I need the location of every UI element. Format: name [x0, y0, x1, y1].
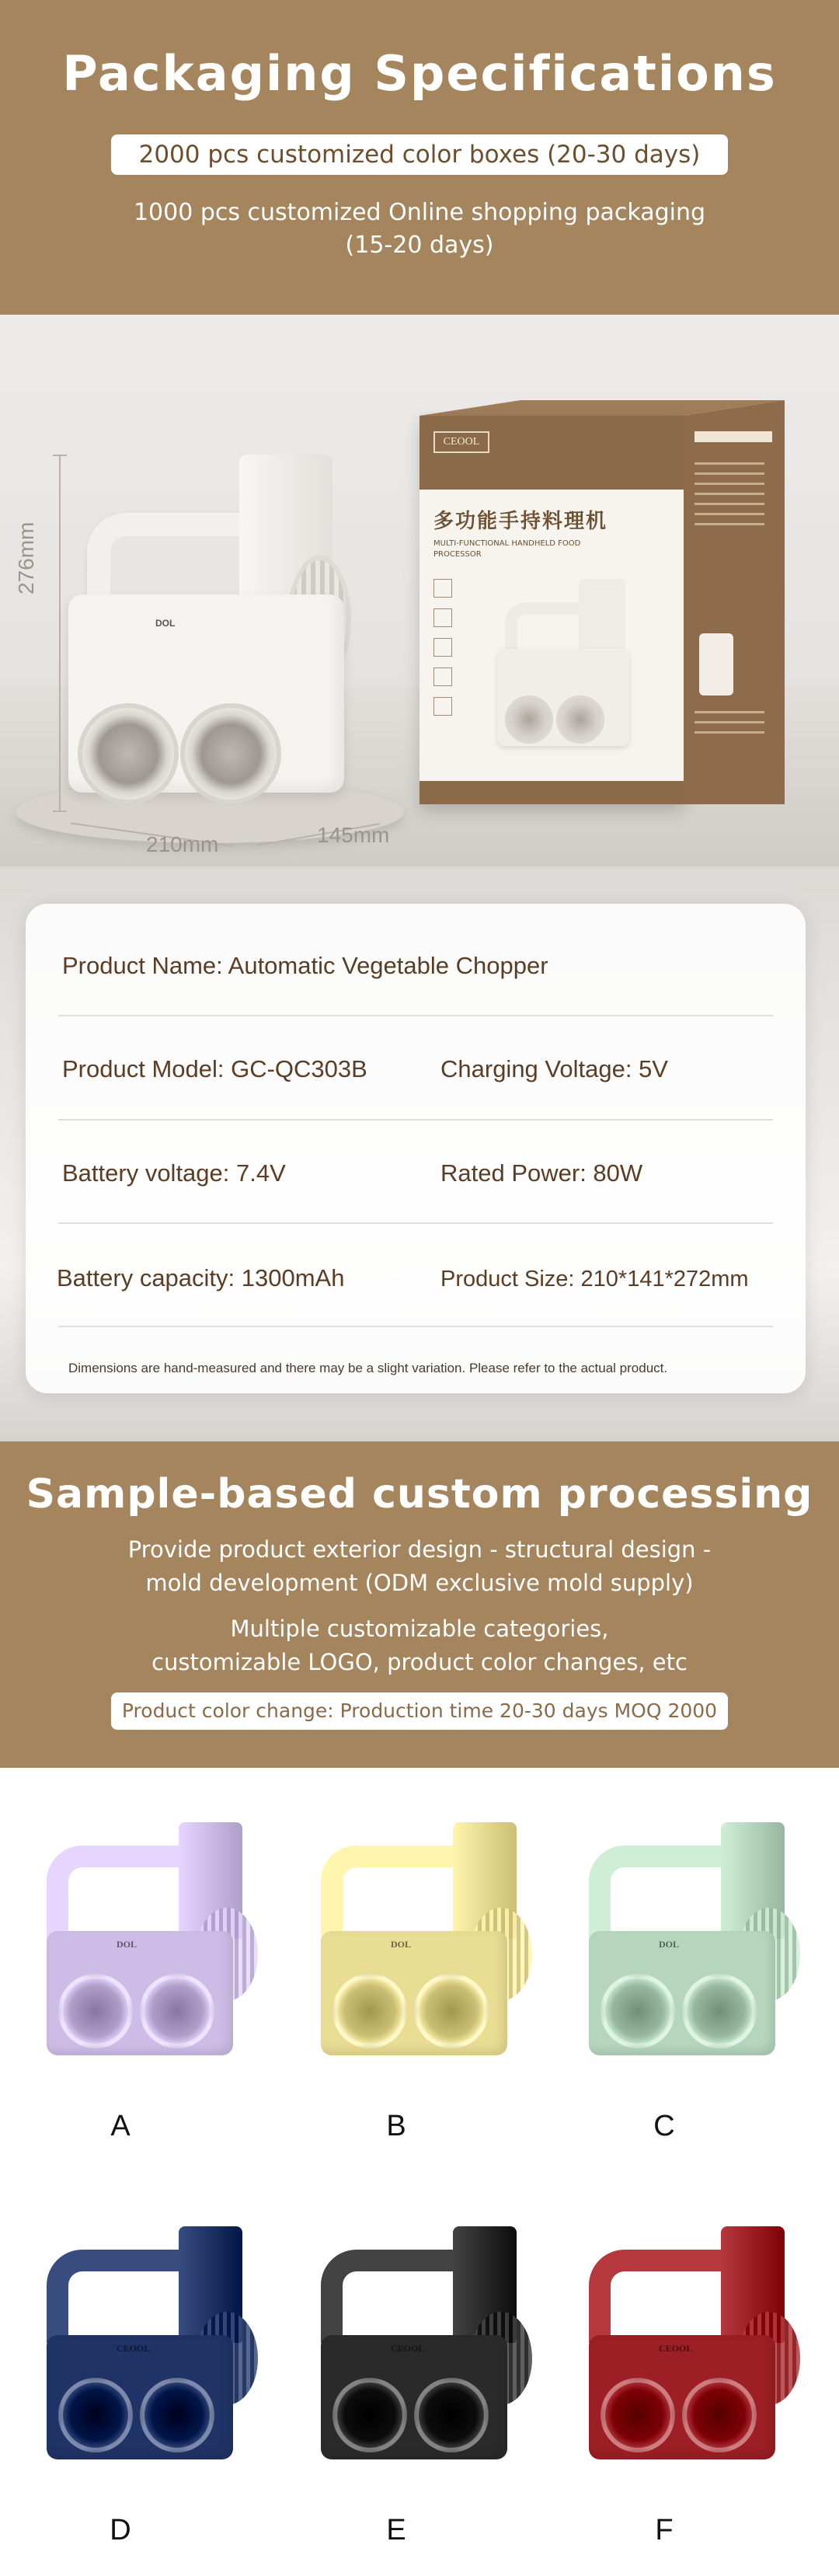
box-side-text-lower — [695, 711, 764, 741]
machine-brand-mark: DOL — [155, 618, 176, 629]
spec-divider-1 — [58, 1015, 773, 1016]
box-side — [684, 400, 785, 804]
variant-e-product — [305, 2219, 538, 2467]
width-dimension-label: 210mm — [146, 832, 219, 856]
spec-charging-voltage: Charging Voltage: 5V — [440, 1055, 668, 1082]
spec-product-name: Product Name: Automatic Vegetable Chopper — [62, 952, 548, 979]
packaging-option-online — [0, 197, 839, 262]
box-side-text — [695, 462, 764, 533]
custom-title: Sample-based custom processing — [26, 1471, 813, 1518]
spec-battery-voltage: Battery voltage: 7.4V — [62, 1159, 286, 1187]
variant-d-product — [31, 2219, 264, 2467]
variant-brand-mark: DOL — [659, 1939, 680, 1950]
box-title-cn: 多功能手持料理机 — [433, 510, 608, 533]
machine-port-left — [78, 703, 179, 804]
custom-line-2: mold development (ODM exclusive mold supply) — [145, 1570, 694, 1596]
variant-f-product — [573, 2219, 806, 2467]
variant-b-product — [305, 1814, 538, 2063]
color-variants — [0, 1768, 839, 2576]
height-dimension-line — [59, 455, 61, 812]
variant-label: D — [110, 2514, 131, 2546]
box-front — [420, 416, 684, 804]
variant-brand-mark: CEOOL — [391, 2343, 425, 2354]
spec-battery-capacity: Battery capacity: 1300mAh — [57, 1264, 345, 1291]
box-title-en: MULTI-FUNCTIONAL HANDHELD FOOD PROCESSOR — [433, 539, 581, 559]
packaging-option-color-box: 2000 pcs customized color boxes (20-30 days) — [111, 134, 728, 175]
custom-line-4: customizable LOGO, product color changes, etc — [151, 1649, 688, 1675]
variant-label: F — [655, 2514, 674, 2546]
custom-line-1: Provide product exterior design - structural design - — [127, 1536, 712, 1563]
spec-divider-4 — [58, 1326, 773, 1327]
variant-brand-mark: CEOOL — [117, 2343, 151, 2354]
depth-dimension-label: 145mm — [317, 823, 390, 847]
spec-product-model: Product Model: GC-QC303B — [62, 1055, 367, 1082]
machine-handle — [87, 513, 258, 606]
variant-label: E — [386, 2514, 406, 2546]
variant-brand-mark: DOL — [117, 1939, 138, 1950]
box-feature-icons — [433, 579, 465, 727]
spec-product-size: Product Size: 210*141*272mm — [440, 1267, 749, 1291]
spec-disclaimer: Dimensions are hand-measured and there may be a slight variation. Please refer to the actual product. — [68, 1361, 668, 1375]
product-photo — [0, 315, 839, 866]
machine-port-right — [180, 703, 281, 804]
variant-label: C — [653, 2110, 675, 2142]
color-change-pill: Product color change: Production time 20-30 days MOQ 2000 — [111, 1692, 728, 1730]
variant-brand-mark: CEOOL — [659, 2343, 693, 2354]
packaging-box — [420, 400, 785, 804]
spec-rated-power: Rated Power: 80W — [440, 1159, 643, 1187]
height-dimension-label: 276mm — [14, 521, 38, 594]
custom-line-3: Multiple customizable categories, — [230, 1616, 609, 1642]
box-brand-logo: CEOOL — [433, 431, 489, 453]
variant-a-product — [31, 1814, 264, 2063]
custom-processing-header — [0, 1441, 839, 1768]
packaging-option-online-line1: 1000 pcs customized Online shopping packaging — [133, 199, 706, 226]
packaging-option-online-line2: (15-20 days) — [345, 232, 494, 259]
variant-brand-mark: DOL — [391, 1939, 412, 1950]
spec-divider-2 — [58, 1119, 773, 1121]
box-side-label — [695, 431, 772, 442]
variant-label: A — [110, 2110, 131, 2142]
packaging-header — [0, 0, 839, 315]
variant-c-product — [573, 1814, 806, 2063]
box-footer-band — [420, 781, 684, 804]
box-product-image — [482, 571, 668, 765]
spec-divider-3 — [58, 1222, 773, 1224]
specs-card — [26, 904, 806, 1393]
packaging-title: Packaging Specifications — [62, 45, 777, 102]
variant-label: B — [386, 2110, 406, 2142]
